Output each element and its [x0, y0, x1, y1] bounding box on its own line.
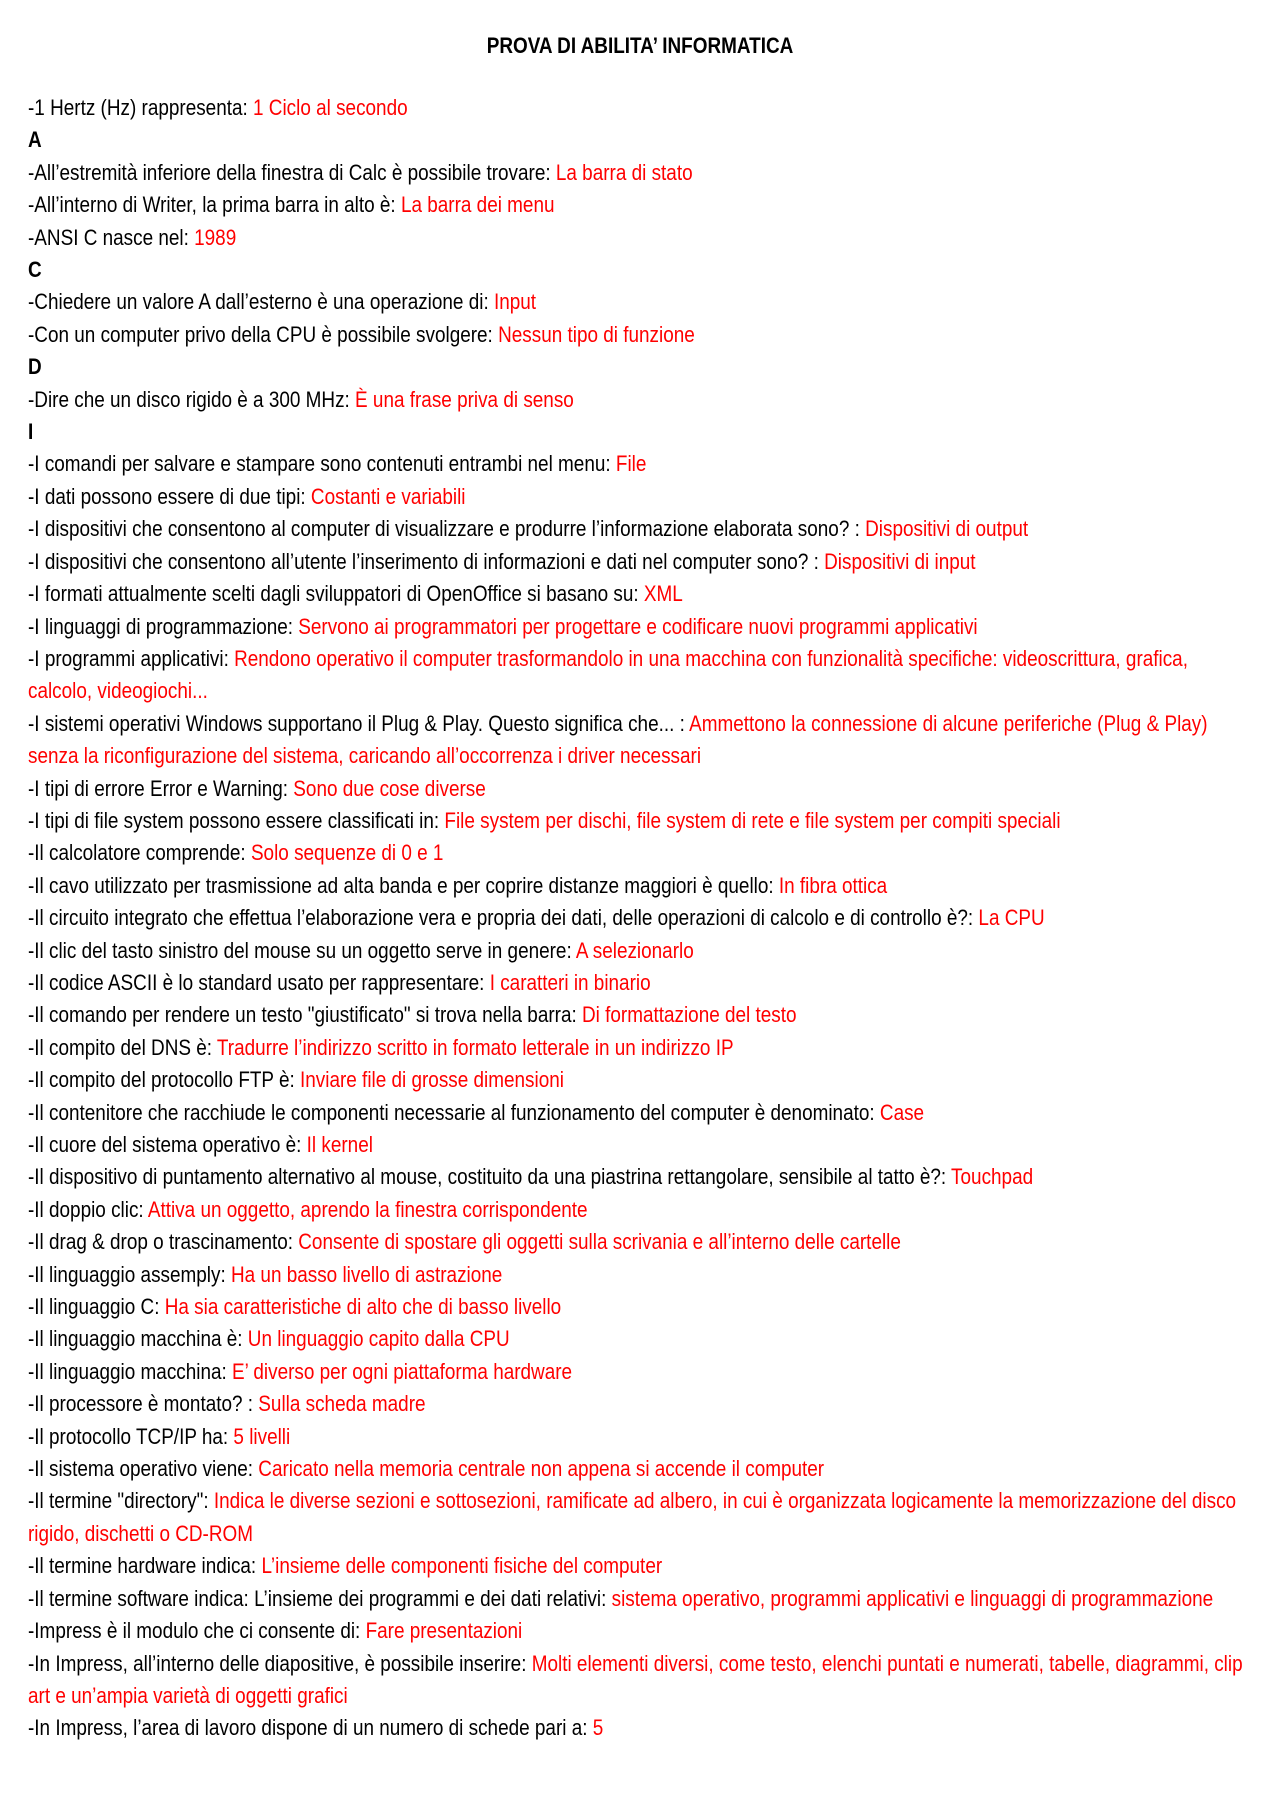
- question-row: [28, 157, 1256, 189]
- question-row: [28, 92, 1256, 124]
- question-row: [28, 384, 1256, 416]
- question-row: [28, 1485, 1256, 1550]
- question-row: [28, 1161, 1256, 1193]
- question-row: [28, 773, 1256, 805]
- question-row: [28, 999, 1256, 1031]
- question-text: -Il linguaggio macchina è:: [28, 1326, 248, 1352]
- question-text: -I comandi per salvare e stampare sono contenuti entrambi nel menu:: [28, 451, 616, 477]
- answer-text: Ha un basso livello di astrazione: [230, 1261, 503, 1287]
- answer-text: File system per dischi, file system di rete e file system per compiti speciali: [444, 807, 1061, 833]
- question-text: -Il termine software indica: L’insieme dei programmi e dei dati relativi:: [28, 1585, 612, 1611]
- question-text: -Il cavo utilizzato per trasmissione ad alta banda e per coprire distanze maggiori è quello:: [28, 872, 779, 898]
- question-text: -In Impress, l’area di lavoro dispone di un numero di schede pari a:: [28, 1715, 593, 1741]
- question-row: [28, 837, 1256, 869]
- question-row: [28, 1550, 1256, 1582]
- answer-text: Case: [879, 1099, 925, 1125]
- question-text: -Il termine hardware indica:: [28, 1553, 262, 1579]
- question-row: [28, 481, 1256, 513]
- question-row: [28, 546, 1256, 578]
- question-text: -Il dispositivo di puntamento alternativo al mouse, costituito da una piastrina rettangolare, sensibile al tatto è?:: [28, 1164, 952, 1190]
- answer-text: Attiva un oggetto, aprendo la finestra corrispondente: [147, 1196, 588, 1222]
- question-row: [28, 1064, 1256, 1096]
- question-list: [28, 92, 1256, 1745]
- question-text: -Il processore è montato? :: [28, 1391, 259, 1417]
- question-text: -Il linguaggio C:: [28, 1294, 165, 1320]
- question-row: [28, 1388, 1256, 1420]
- question-text: -Il termine "directory":: [28, 1488, 214, 1514]
- answer-text: Fare presentazioni: [365, 1618, 523, 1644]
- question-text: -Chiedere un valore A dall’esterno è una operazione di:: [28, 289, 494, 315]
- question-text: -Il clic del tasto sinistro del mouse su un oggetto serve in genere:: [28, 937, 576, 963]
- answer-text: 1989: [194, 224, 237, 250]
- question-text: -ANSI C nasce nel:: [28, 224, 195, 250]
- question-text: -Il drag & drop o trascinamento:: [28, 1229, 299, 1255]
- question-text: -I linguaggi di programmazione:: [28, 613, 299, 639]
- answer-text: In fibra ottica: [778, 872, 888, 898]
- answer-text: Inviare file di grosse dimensioni: [300, 1067, 564, 1093]
- question-row: [28, 189, 1256, 221]
- question-text: -1 Hertz (Hz) rappresenta:: [28, 95, 254, 120]
- answer-text: Di formattazione del testo: [581, 1002, 797, 1028]
- question-row: [28, 1097, 1256, 1129]
- question-text: -I tipi di errore Error e Warning:: [28, 775, 294, 801]
- question-row: [28, 611, 1256, 643]
- answer-text: XML: [643, 581, 683, 607]
- answer-text: Dispositivi di output: [865, 516, 1029, 542]
- question-text: -Il circuito integrato che effettua l’elaborazione vera e propria dei dati, delle operazioni di calcolo e di controllo è?:: [28, 905, 979, 931]
- question-text: -All’interno di Writer, la prima barra in alto è:: [28, 192, 401, 218]
- answer-text: Rendono operativo il computer trasformandolo in una macchina con funzionalità specifiche: videoscrittura, grafica, calcolo, videogiochi...: [28, 645, 1188, 704]
- answer-text: Ha sia caratteristiche di alto che di basso livello: [164, 1294, 562, 1320]
- question-text: -Il cuore del sistema operativo è:: [28, 1132, 307, 1157]
- question-text: -I tipi di file system possono essere classificati in:: [28, 807, 445, 833]
- question-text: -Con un computer privo della CPU è possibile svolgere:: [28, 321, 499, 347]
- question-text: -I formati attualmente scelti dagli sviluppatori di OpenOffice si basano su:: [28, 581, 644, 607]
- answer-text: È una frase priva di senso: [355, 386, 574, 412]
- answer-text: I caratteri in binario: [489, 969, 651, 995]
- question-row: [28, 1129, 1256, 1161]
- answer-text: Servono ai programmatori per progettare e codificare nuovi programmi applicativi: [298, 613, 978, 639]
- answer-text: Sono due cose diverse: [293, 775, 486, 801]
- answer-text: Consente di spostare gli oggetti sulla scrivania e all’interno delle cartelle: [298, 1229, 901, 1255]
- answer-text: La CPU: [978, 905, 1045, 931]
- question-row: [28, 708, 1256, 773]
- answer-text: Tradurre l’indirizzo scritto in formato letterale in un indirizzo IP: [216, 1034, 734, 1060]
- question-row: [28, 578, 1256, 610]
- question-text: -I dati possono essere di due tipi:: [28, 483, 311, 509]
- answer-text: 1 Ciclo al secondo: [253, 95, 408, 120]
- answer-text: La barra dei menu: [400, 192, 555, 218]
- section-letter: I: [28, 419, 34, 445]
- answer-text: 5: [592, 1715, 604, 1741]
- answer-text: Il kernel: [306, 1132, 373, 1157]
- question-text: -Il calcolatore comprende:: [28, 840, 251, 866]
- question-text: -Il sistema operativo viene:: [28, 1456, 259, 1482]
- question-row: [28, 1323, 1256, 1355]
- question-text: -In Impress, all’interno delle diapositive, è possibile inserire:: [28, 1650, 532, 1676]
- question-row: [28, 1615, 1256, 1647]
- question-row: [28, 1226, 1256, 1258]
- question-text: -Impress è il modulo che ci consente di:: [28, 1618, 366, 1644]
- answer-text: Sulla scheda madre: [258, 1391, 426, 1417]
- question-row: [28, 1712, 1256, 1744]
- answer-text: Costanti e variabili: [310, 483, 466, 509]
- answer-text: sistema operativo, programmi applicativi e linguaggi di programmazione: [611, 1585, 1214, 1611]
- question-row: [28, 1583, 1256, 1615]
- answer-text: Indica le diverse sezioni e sottosezioni, ramificate ad albero, in cui è organizzata logicamente la memorizzazione del disco rigido, dischetti o CD-ROM: [28, 1488, 1237, 1546]
- answer-text: E’ diverso per ogni piattaforma hardware: [232, 1358, 573, 1384]
- section-letter: A: [28, 127, 42, 153]
- question-row: [28, 222, 1256, 254]
- question-row: [28, 1032, 1256, 1064]
- question-text: -I programmi applicativi:: [28, 645, 235, 671]
- question-text: -Il linguaggio macchina:: [28, 1358, 233, 1384]
- question-row: [28, 1259, 1256, 1291]
- question-row: [28, 319, 1256, 351]
- answer-text: L’insieme delle componenti fisiche del computer: [261, 1553, 663, 1579]
- question-row: [28, 513, 1256, 545]
- question-text: -Il linguaggio assemply:: [28, 1261, 231, 1287]
- answer-text: A selezionarlo: [575, 937, 694, 963]
- question-text: -I sistemi operativi Windows supportano il Plug & Play. Questo significa che... :: [28, 710, 690, 736]
- answer-text: File: [615, 451, 647, 477]
- question-text: -Il codice ASCII è lo standard usato per rappresentare:: [28, 969, 490, 995]
- answer-text: Un linguaggio capito dalla CPU: [247, 1326, 510, 1352]
- question-text: -Il doppio clic:: [28, 1196, 148, 1222]
- question-text: -Il contenitore che racchiude le componenti necessarie al funzionamento del computer è denominato:: [28, 1099, 880, 1125]
- question-text: -Dire che un disco rigido è a 300 MHz:: [28, 386, 356, 412]
- question-text: -Il compito del protocollo FTP è:: [28, 1067, 301, 1093]
- answer-text: 5 livelli: [233, 1423, 291, 1449]
- answer-text: Solo sequenze di 0 e 1: [250, 840, 444, 866]
- answer-text: Molti elementi diversi, come testo, elenchi puntati e numerati, tabelle, diagrammi, clip art e un’ampia varietà di oggetti grafici: [28, 1650, 1243, 1708]
- question-text: -I dispositivi che consentono al computer di visualizzare e produrre l’informazione elaborata sono? :: [28, 516, 866, 542]
- question-row: [28, 1194, 1256, 1226]
- question-row: [28, 902, 1256, 934]
- question-row: [28, 286, 1256, 318]
- question-row: [28, 935, 1256, 967]
- question-text: -Il protocollo TCP/IP ha:: [28, 1423, 234, 1449]
- question-row: [28, 448, 1256, 480]
- question-row: [28, 643, 1256, 708]
- answer-text: Touchpad: [951, 1164, 1034, 1190]
- answer-text: Nessun tipo di funzione: [498, 321, 695, 347]
- section-letter: C: [28, 257, 42, 283]
- document-title: PROVA DI ABILITA’ INFORMATICA: [486, 33, 794, 58]
- section-letter: D: [28, 354, 42, 380]
- answer-text: La barra di stato: [555, 159, 693, 185]
- question-row: [28, 1453, 1256, 1485]
- question-row: [28, 967, 1256, 999]
- question-row: [28, 805, 1256, 837]
- question-text: -All’estremità inferiore della finestra di Calc è possibile trovare:: [28, 159, 556, 185]
- answer-text: Ammettono la connessione di alcune periferiche (Plug & Play) senza la riconfigurazione del sistema, caricando all’occorrenza i driver necessari: [28, 710, 1208, 769]
- question-row: [28, 1291, 1256, 1323]
- question-row: [28, 870, 1256, 902]
- question-text: -Il comando per rendere un testo "giustificato" si trova nella barra:: [28, 1002, 582, 1028]
- answer-text: Dispositivi di input: [824, 548, 976, 574]
- answer-text: Input: [493, 289, 537, 315]
- question-row: [28, 1421, 1256, 1453]
- answer-text: Caricato nella memoria centrale non appena si accende il computer: [258, 1456, 825, 1482]
- question-row: [28, 1356, 1256, 1388]
- question-text: -I dispositivi che consentono all’utente l’inserimento di informazioni e dati nel computer sono? :: [28, 548, 825, 574]
- question-row: [28, 1648, 1256, 1713]
- question-text: -Il compito del DNS è:: [28, 1034, 217, 1060]
